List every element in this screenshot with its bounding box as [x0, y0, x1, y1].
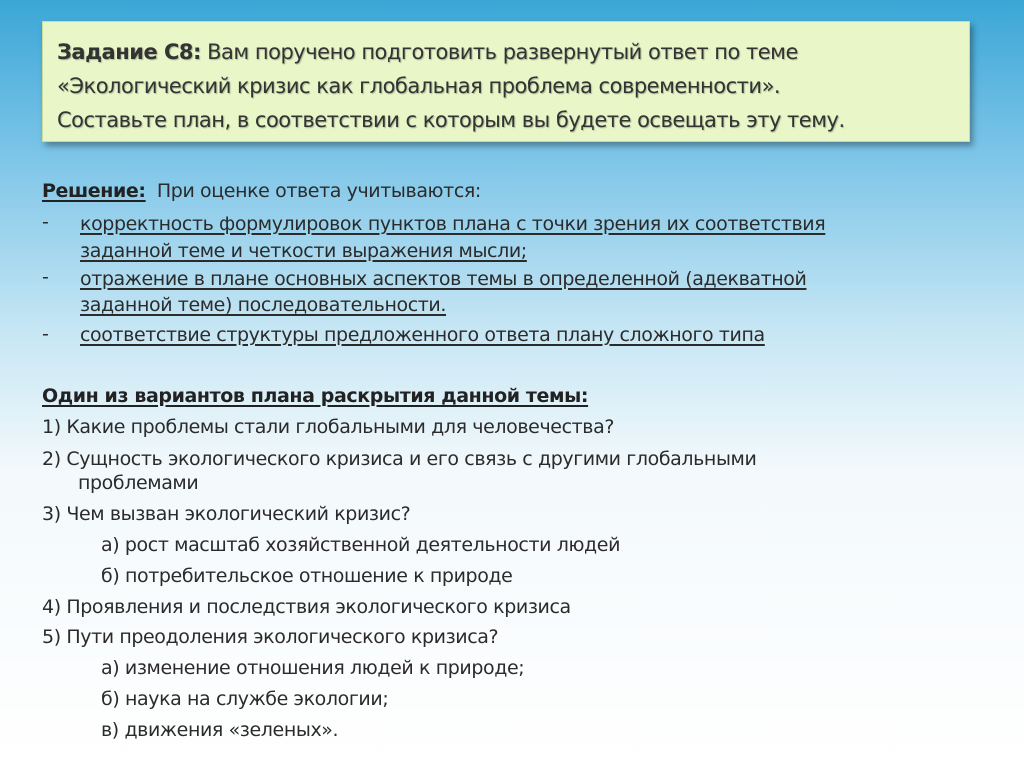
- plan-subitem: а) рост масштаб хозяйственной деятельности людей: [101, 534, 621, 556]
- task-box: [42, 21, 970, 142]
- solution-label: Решение:: [42, 180, 146, 202]
- plan-item: 3) Чем вызван экологический кризис?: [42, 503, 411, 525]
- task-label: Задание С8:: [57, 40, 201, 64]
- criterion-2-line-1: отражение в плане основных аспектов темы в определенной (адекватной: [80, 268, 807, 290]
- criterion-dash: -: [42, 211, 49, 233]
- plan-item: 4) Проявления и последствия экологического кризиса: [42, 596, 571, 618]
- criterion-dash: -: [42, 266, 49, 288]
- task-line-1: [57, 35, 957, 69]
- plan-item: 2) Сущность экологического кризиса и его связь с другими глобальными: [42, 448, 757, 470]
- task-line-3: Составьте план, в соответствии с которым вы будете освещать эту тему.: [57, 108, 845, 132]
- plan-subitem: б) наука на службе экологии;: [101, 688, 389, 710]
- solution-intro: При оценке ответа учитываются:: [156, 180, 481, 202]
- criterion-dash: -: [42, 323, 49, 345]
- plan-item: 5) Пути преодоления экологического кризиса?: [42, 626, 499, 648]
- plan-subitem: б) потребительское отношение к природе: [101, 565, 513, 587]
- solution-heading: [42, 180, 481, 202]
- plan-subitem: в) движения «зеленых».: [101, 719, 339, 741]
- task-text-1: Вам поручено подготовить развернутый ответ по теме: [207, 40, 798, 64]
- criterion-1-line-2: заданной теме и четкости выражения мысли;: [80, 240, 527, 262]
- plan-heading: Один из вариантов плана раскрытия данной темы:: [42, 385, 589, 407]
- plan-item: проблемами: [78, 472, 199, 494]
- task-line-2: «Экологический кризис как глобальная проблема современности».: [57, 74, 781, 98]
- plan-item: 1) Какие проблемы стали глобальными для человечества?: [42, 416, 615, 438]
- criterion-2-line-2: заданной теме) последовательности.: [80, 294, 446, 316]
- plan-subitem: а) изменение отношения людей к природе;: [101, 657, 525, 679]
- criterion-3-line-1: соответствие структуры предложенного ответа плану сложного типа: [80, 324, 765, 346]
- criterion-1-line-1: корректность формулировок пунктов плана с точки зрения их соответствия: [80, 213, 826, 235]
